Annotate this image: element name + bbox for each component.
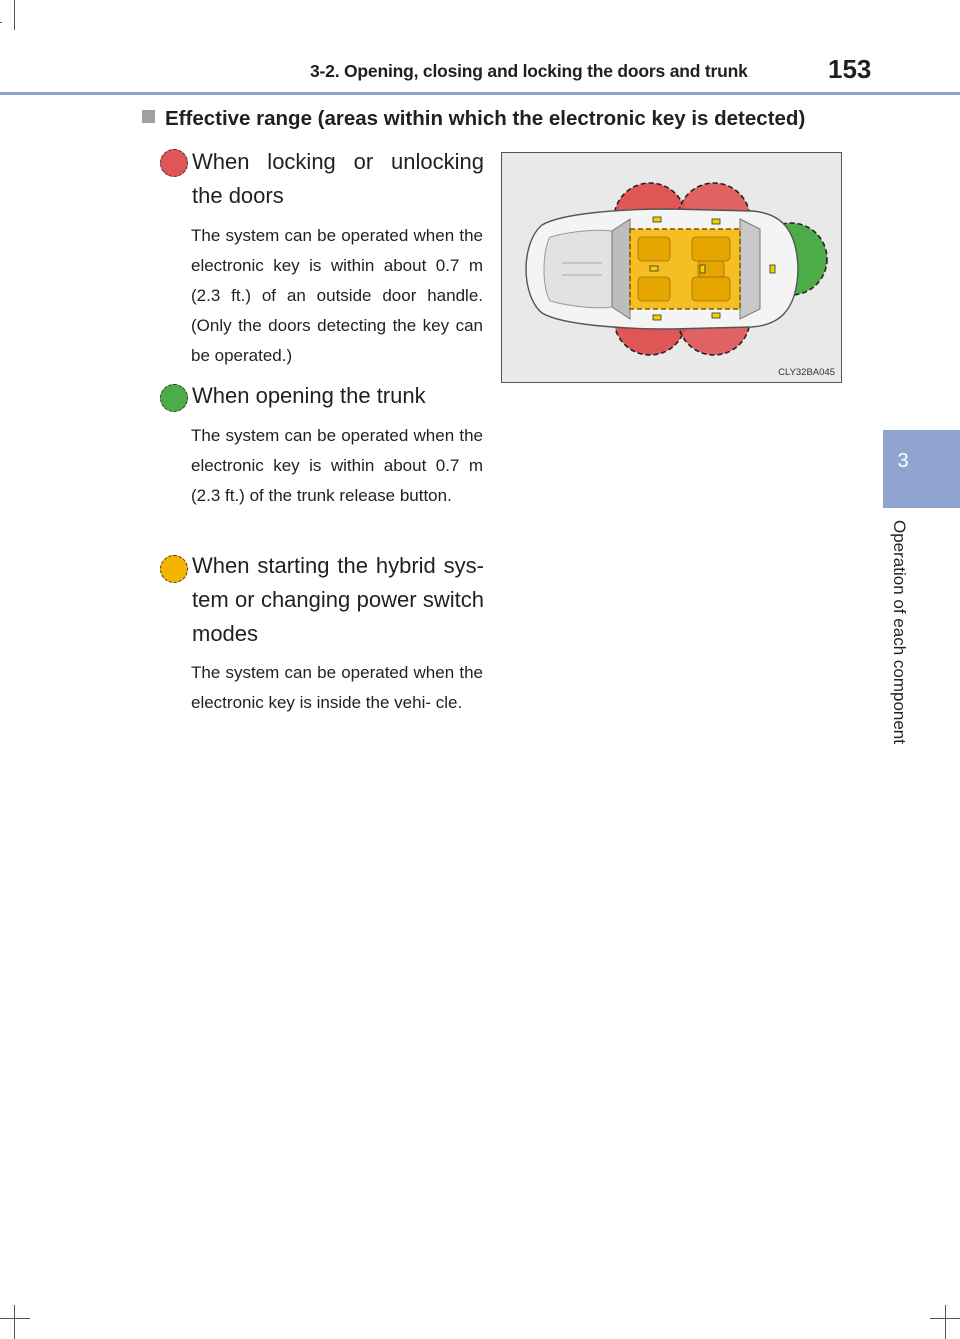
section-heading-text: Effective range (areas within which the electronic key is detected) <box>165 107 806 130</box>
green-zone-icon <box>160 384 188 412</box>
section-heading <box>142 107 805 131</box>
item-title-doors: When locking or unlocking the doors <box>192 149 484 208</box>
item-title-hybrid: When starting the hybrid sys- tem or changing power switch modes <box>192 553 484 646</box>
crop-mark <box>0 22 2 23</box>
crop-mark <box>14 0 15 30</box>
crop-mark <box>930 1318 960 1319</box>
item-title-trunk: When opening the trunk <box>192 383 426 408</box>
item-body-doors: The system can be operated when the electronic key is within about 0.7 m (2.3 ft.) of an outside door handle. (Only the doors detecting the key can be operated.) <box>191 226 483 365</box>
square-bullet-icon <box>142 110 155 123</box>
chapter-tab <box>883 430 960 508</box>
page-number: 153 <box>828 54 872 84</box>
crop-mark <box>945 1305 946 1339</box>
chapter-label <box>880 520 920 780</box>
header-rule <box>0 92 960 95</box>
detection-range-figure <box>501 152 842 383</box>
figure-code: CLY32BA045 <box>778 367 835 378</box>
yellow-zone-icon <box>160 555 188 583</box>
crop-mark <box>14 1305 15 1339</box>
running-header: 3-2. Opening, closing and locking the doors and trunk <box>310 61 748 81</box>
chapter-number: 3 <box>897 450 909 472</box>
item-body-hybrid: The system can be operated when the electronic key is inside the vehi- cle. <box>191 663 483 712</box>
red-zone-icon <box>160 149 188 177</box>
chapter-label-text: Operation of each component <box>890 520 909 744</box>
car-top-view-illustration <box>502 153 841 382</box>
crop-mark <box>0 1318 30 1319</box>
item-body-trunk: The system can be operated when the electronic key is within about 0.7 m (2.3 ft.) of the trunk release button. <box>191 426 483 505</box>
